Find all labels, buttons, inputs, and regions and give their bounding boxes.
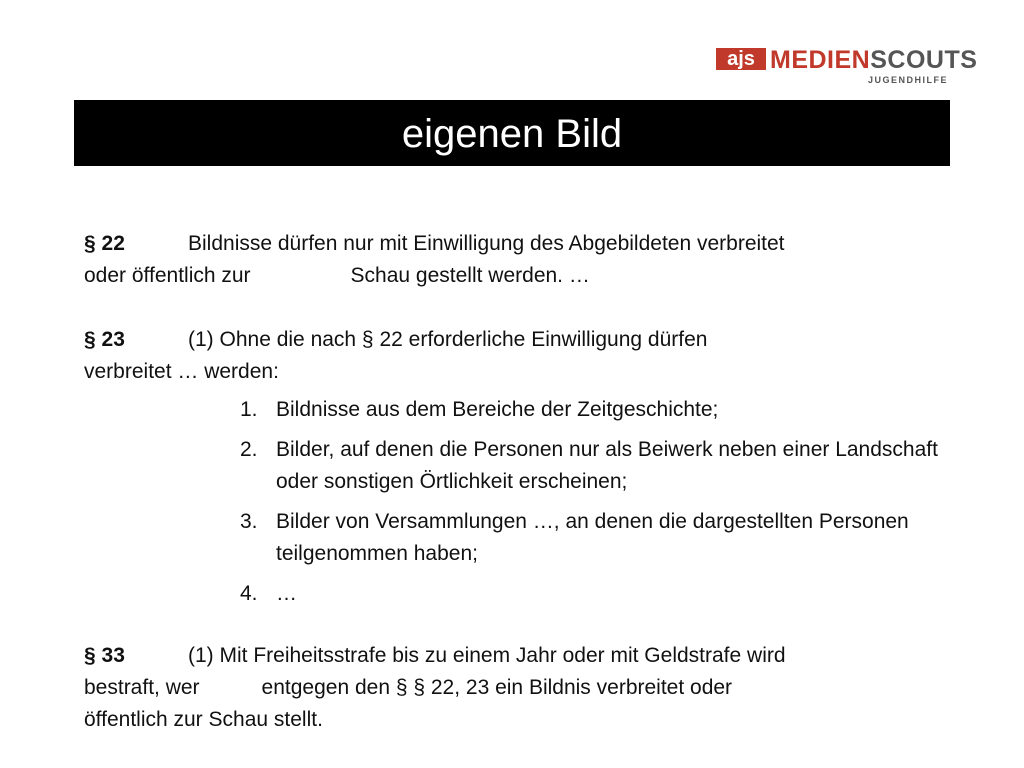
section-22-text-b: oder öffentlich zur — [84, 264, 251, 287]
logo-name-medien: MEDIEN — [770, 46, 871, 74]
logo-subtitle: JUGENDHILFE — [867, 75, 948, 85]
list-item-number: 4. — [240, 582, 258, 605]
medienscouts-logo — [712, 46, 978, 90]
section-22-line-1 — [84, 228, 944, 260]
logo-name — [770, 46, 977, 74]
ajs-badge: ajs — [716, 48, 766, 70]
section-33-text-a: (1) Mit Freiheitsstrafe bis zu einem Jahr oder mit Geldstrafe wird — [188, 644, 786, 667]
list-item-number: 1. — [240, 398, 258, 421]
section-33-line-3: öffentlich zur Schau stellt. — [84, 708, 323, 731]
title-bar — [74, 100, 950, 166]
section-33-label: § 33 — [84, 644, 125, 667]
section-22-text-c: Schau gestellt werden. … — [350, 264, 590, 287]
section-23-line-1 — [84, 324, 944, 356]
list-item-text: Bilder von Versammlungen …, an denen die dargestellten Personen teilgenommen haben; — [276, 510, 909, 565]
section-33-line-1 — [84, 640, 944, 672]
section-23-label: § 23 — [84, 328, 125, 351]
list-item-text: Bildnisse aus dem Bereiche der Zeitgeschichte; — [276, 398, 719, 421]
section-33 — [84, 640, 944, 736]
list-item-text: … — [276, 582, 297, 605]
list-item-number: 3. — [240, 510, 258, 533]
section-33-line-2 — [84, 672, 944, 704]
section-22-label: § 22 — [84, 232, 125, 255]
list-item-number: 2. — [240, 438, 258, 461]
section-23-text-a: (1) Ohne die nach § 22 erforderliche Einwilligung dürfen — [188, 328, 708, 351]
list-item-text: Bilder, auf denen die Personen nur als Beiwerk neben einer Landschaft oder sonstigen Örtlichkeit erscheinen; — [276, 438, 938, 493]
logo-name-scouts: SCOUTS — [870, 46, 978, 74]
section-23-line-2: verbreitet … werden: — [84, 360, 279, 383]
section-23 — [84, 324, 944, 388]
section-22-line-2 — [84, 260, 944, 292]
section-33-text-c: entgegen den § § 22, 23 ein Bildnis verbreitet oder — [261, 676, 733, 699]
section-33-text-b: bestraft, wer — [84, 676, 200, 699]
section-22 — [84, 228, 944, 292]
section-22-text-a: Bildnisse dürfen nur mit Einwilligung des Abgebildeten verbreitet — [188, 232, 785, 255]
slide-title: eigenen Bild — [401, 112, 623, 156]
